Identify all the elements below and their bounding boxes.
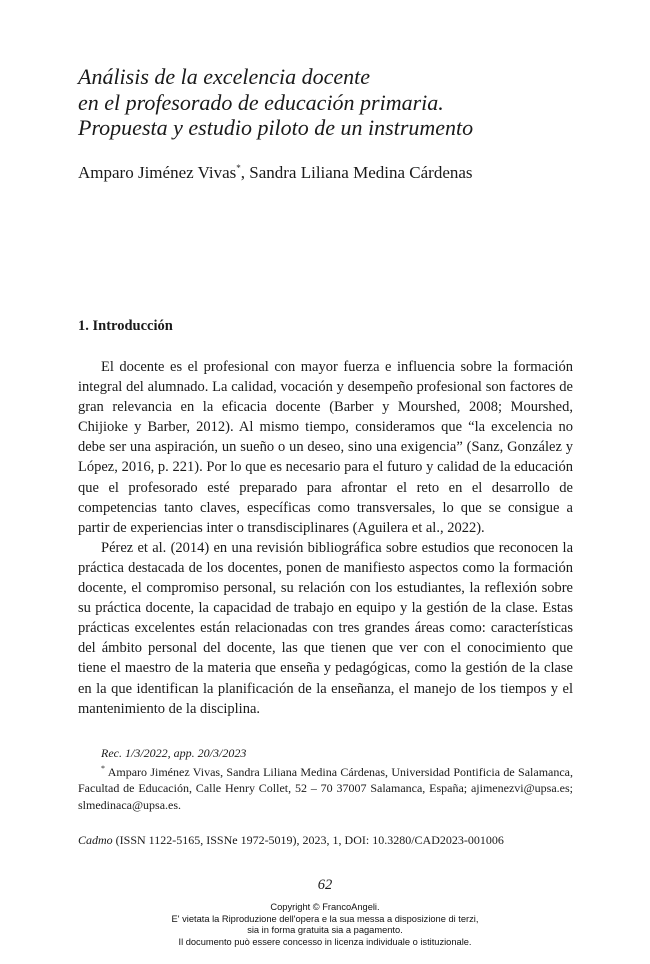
author-footnote-mark: * [236,163,241,173]
body-text [78,357,573,719]
paragraph: Pérez et al. (2014) en una revisión bibliográfica sobre estudios que reconocen la práctica destacada de los docentes, ponen de manifiesto aspectos como la formación docente, el compromiso personal, su relación con los estudiantes, la reflexión sobre su práctica docente, la capacidad de trabajo en equipo y la gestión de la clase. Estas prácticas excelentes están relacionadas con tres grandes áreas como: características del ámbito personal del docente, las que tienen que ver con el conocimiento que tiene el maestro de la materia que enseña y pedagógicas, como la gestión de la clase en la que identifican la planificación de la enseñanza, el manejo de los tiempos y el mantenimiento de la disciplina. [78,539,573,717]
section-heading: 1. Introducción [78,318,173,334]
page-number: 62 [317,877,333,893]
title-line: Análisis de la excelencia docente [78,64,370,89]
copyright-line: E' vietata la Riproduzione dell'opera e la sua messa a disposizione di terzi, [171,913,479,924]
title-line: en el profesorado de educación primaria. [78,89,444,115]
citation-details: (ISSN 1122-5165, ISSNe 1972-5019), 2023, 1, DOI: 10.3280/CAD2023-001006 [112,833,504,847]
received-dates: Rec. 1/3/2022, app. 20/3/2023 [101,746,247,760]
author-affiliation-footnote [78,764,573,813]
journal-citation [78,833,573,848]
copyright-notice [0,902,650,949]
paragraph: El docente es el profesional con mayor fuerza e influencia sobre la formación integral del alumnado. La calidad, vocación y desempeño profesional son factores de gran relevancia en la eficacia docente (Barber y Mourshed, 2008; Mourshed, Chijioke y Barber, 2012). Al mismo tiempo, consideramos que “la excelencia no debe ser una aspiración, un sueño o un deseo, sino una exigencia” (Sanz, González y López, 2016, p. 221). Por lo que es necesario para el futuro y calidad de la educación que el profesorado esté preparado para afrontar el reto en el desarrollo de competencias tanto claves, específicas como transversales, lo que se consigue a partir de experiencias inter o transdisciplinares (Aguilera et al., 2022). [78,359,573,536]
copyright-line: sia in forma gratuita sia a pagamento. [247,925,403,936]
author-name: Amparo Jiménez Vivas [78,163,237,182]
copyright-line: Il documento può essere concesso in licenza individuale o istituzionale. [178,937,472,948]
author-list [78,163,598,183]
copyright-line: Copyright © FrancoAngeli. [270,902,380,912]
journal-name: Cadmo [78,833,113,847]
footnote-mark: * [101,764,105,774]
article-title [78,64,598,141]
footnotes [78,745,573,813]
title-line: Propuesta y estudio piloto de un instrumento [78,115,474,140]
author-name: , Sandra Liliana Medina Cárdenas [240,163,473,182]
footnote-text: Amparo Jiménez Vivas, Sandra Liliana Medina Cárdenas, Universidad Pontificia de Salamanca, Facultad de Educación, Calle Henry Collet, 52 – 70 37007 Salamanca, España; ajimenezvi@upsa.es; slmedinaca@upsa.es. [78,765,574,812]
